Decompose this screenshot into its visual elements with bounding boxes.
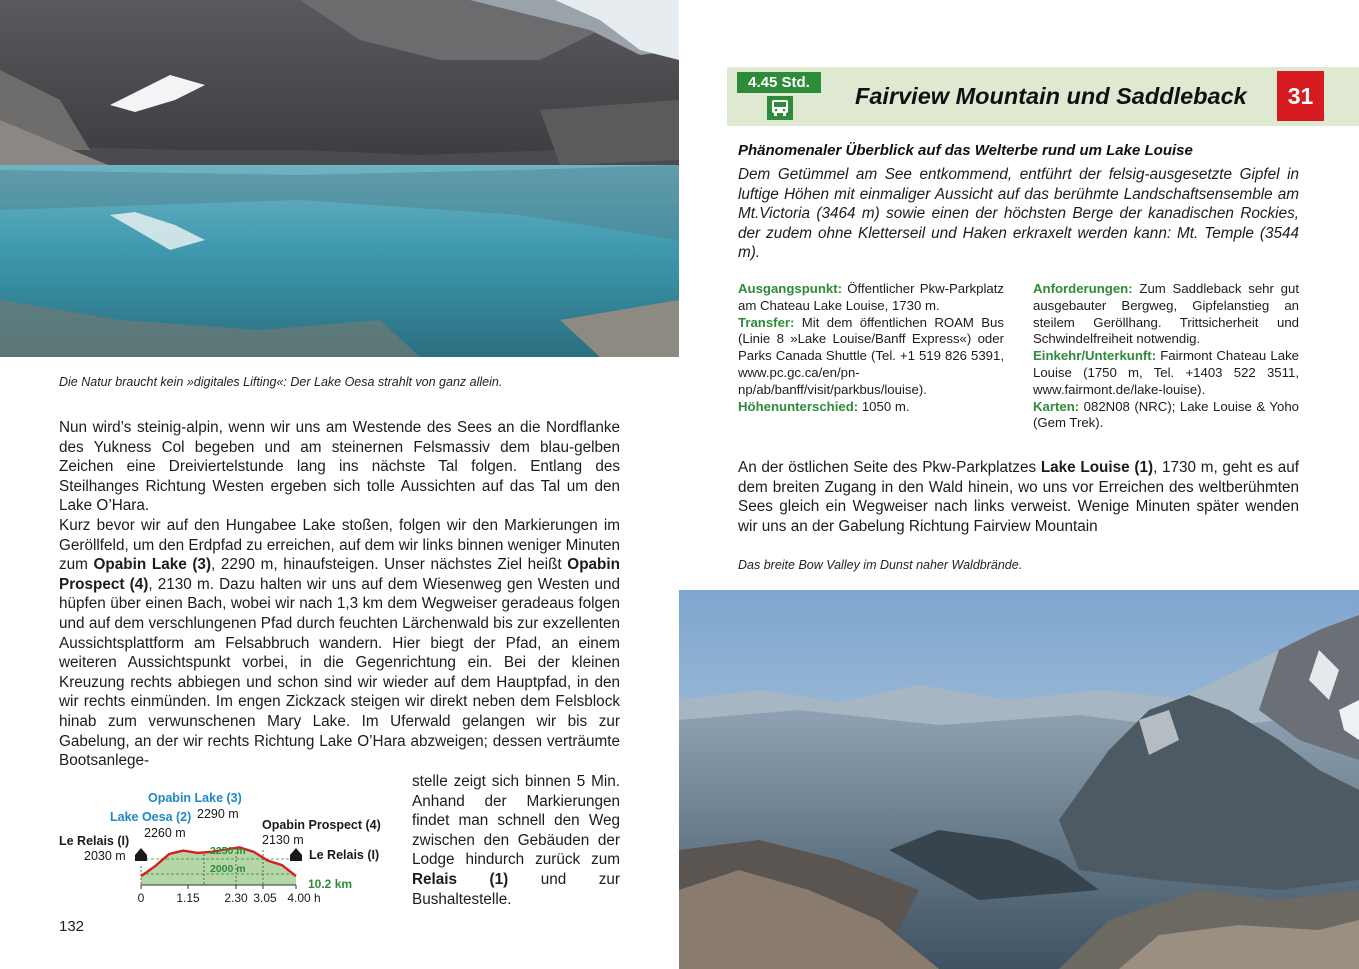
profile-label-end: Le Relais (I) bbox=[309, 848, 380, 862]
profile-elev-opabin-lake: 2290 m bbox=[197, 807, 239, 821]
time-tick: 2.30 bbox=[224, 891, 248, 905]
lake-oesa-photo bbox=[0, 0, 679, 357]
profile-label-lake-oesa: Lake Oesa (2) bbox=[110, 810, 192, 824]
waypoint-opabin-prospect: Opabin Prospect (4) bbox=[59, 556, 620, 593]
waypoint-relais: Relais (1) bbox=[412, 870, 509, 888]
time-tick: 0 bbox=[137, 891, 145, 905]
profile-grid-2250: 2250 m bbox=[210, 845, 246, 857]
info-item: Ausgangspunkt: Öffentlicher Pkw-Parkplatz am Chateau Lake Louise, 1730 m. bbox=[738, 281, 1004, 313]
duration-badge: 4.45 Std. bbox=[737, 72, 821, 93]
info-item: Anforderungen: Zum Saddleback sehr gut ausgebauter Bergweg, Gipfelanstieg an steilem Geröllhang. Trittsicherheit und Schwindelfreiheit notwendig. bbox=[1033, 281, 1299, 347]
time-tick: 1.15 bbox=[176, 891, 200, 905]
waypoint-opabin-lake: Opabin Lake (3) bbox=[93, 556, 212, 574]
elevation-profile bbox=[56, 786, 406, 908]
profile-grid-2000: 2000 m bbox=[210, 863, 246, 875]
profile-elev-lake-oesa: 2260 m bbox=[144, 826, 186, 840]
info-item: Höhenunterschied: 1050 m. bbox=[738, 398, 910, 414]
info-item: Karten: 082N08 (NRC); Lake Louise & Yoho (Gem Trek). bbox=[1033, 398, 1299, 431]
info-item: Transfer: Mit dem öffentlichen ROAM Bus (Linie 8 »Lake Louise/Banff Express«) oder Parks Canada Shuttle (Tel. +1 519 826 5391, www.pc.gc.ca/en/pn-np/ab/banff/visit/parkbus/louise). bbox=[738, 314, 1004, 397]
tour-title: Fairview Mountain und Saddleback bbox=[855, 83, 1247, 109]
tour-intro: Dem Getümmel am See entkommend, entführt der felsig-ausgesetzte Gipfel in luftige Höhen mit einmaliger Aussicht auf das berühmte Landschaftsensemble am Mt.Victoria (3464 m) sowie einen der höchsten Berge der kanadischen Rockies, der zudem ohne Kletterseil und Haken erkraxelt werden kann: Mt. Temple (3544 m). bbox=[738, 166, 1299, 262]
info-column-right bbox=[1033, 281, 1299, 432]
profile-label-opabin-lake: Opabin Lake (3) bbox=[148, 791, 242, 805]
profile-elev-prospect: 2130 m bbox=[262, 833, 304, 847]
right-body-text: An der östlichen Seite des Pkw-Parkplatzes Lake Louise (1), 1730 m, geht es auf dem breiten Zugang in den Wald hinein, wo uns vor Erreichen des weltberühmten Sees gleich ein Wegweiser nach links verweist. Wenige Minuten später wenden wir uns an der Gabelung Richtung Fairview Mountain bbox=[738, 459, 1300, 535]
page-number: 132 bbox=[59, 918, 85, 935]
photo-caption: Das breite Bow Valley im Dunst naher Waldbrände. bbox=[738, 558, 1023, 572]
profile-elev-start: 2030 m bbox=[84, 849, 126, 863]
waypoint-lake-louise: Lake Louise (1) bbox=[1040, 459, 1154, 476]
photo-caption: Die Natur braucht kein »digitales Lifting«: Der Lake Oesa strahlt von ganz allein. bbox=[59, 375, 503, 389]
info-item: Einkehr/Unterkunft: Fairmont Chateau Lake Louise (1750 m, Tel. +1403 522 3511, www.fairmont.de/lake-louise). bbox=[1033, 348, 1299, 397]
profile-label-start: Le Relais (I) bbox=[59, 834, 130, 848]
bus-icon bbox=[767, 96, 793, 120]
tour-number: 31 bbox=[1277, 71, 1324, 121]
left-body-text: Nun wird’s steinig-alpin, wenn wir uns am Westende des Sees an die Nordflanke des Yukness Col begeben und am steinernen Felsmassiv dem blau-gelben Zeichen eine Dreiviertelstunde lang ins nächste Tal folgen. Entlang des Steilhanges Richtung Westen ergeben sich tolle Aussichten auf das Tal um den Lake O’Hara. Kurz bevor wir auf den Hungabee Lake stoßen, folgen wir den Markierungen im Geröllfeld, um den Erdpfad zu erreichen, auf dem wir links binnen weniger Minuten zum Opabin Lake (3), 2290 m, hinaufsteigen. Unser nächstes Ziel heißt Opabin Prospect (4), 2130 m. Dazu halten wir uns auf dem Wiesenweg gen Westen und hüpfen über einen Bach, wobei wir nach 1,3 km dem Wegweiser geradeaus folgen und auf dem verschlungenen Pfad durch feuchten Lärchenwald bis zur exzellenten Aussichtsplattform am Felsabbruch wandern. Hier biegt der Pfad, an einem weiteren Aussichtspunkt vorbei, in die Gegenrichtung ein. Bei der kleinen Kreuzung rechts abbiegen und schon sind wir wieder auf dem Hauptpfad, in den wir rechts einmünden. Im engen Zickzack steigen wir direkt neben dem Felsblock hinab zum verwunschenen Mary Lake. Im Uferwald gelangen wir bis zur Gabelung, an der wir rechts Richtung Lake O’Hara abzweigen; dessen verträumte Bootsanlege- bbox=[59, 419, 621, 770]
bow-valley-photo bbox=[679, 590, 1359, 969]
info-column-left bbox=[738, 281, 1004, 415]
left-body-tail: stelle zeigt sich binnen 5 Min. Anhand der Markierungen findet man schnell den Weg zwischen den Gebäuden der Lodge hindurch zurück zum Relais (1) und zur Bushaltestelle. bbox=[412, 773, 620, 908]
time-tick: 3.05 bbox=[253, 891, 277, 905]
profile-label-prospect: Opabin Prospect (4) bbox=[262, 818, 381, 832]
time-tick: 4.00 h bbox=[287, 891, 321, 905]
tour-subtitle: Phänomenaler Überblick auf das Welterbe rund um Lake Louise bbox=[738, 142, 1193, 159]
profile-distance: 10.2 km bbox=[308, 877, 353, 891]
